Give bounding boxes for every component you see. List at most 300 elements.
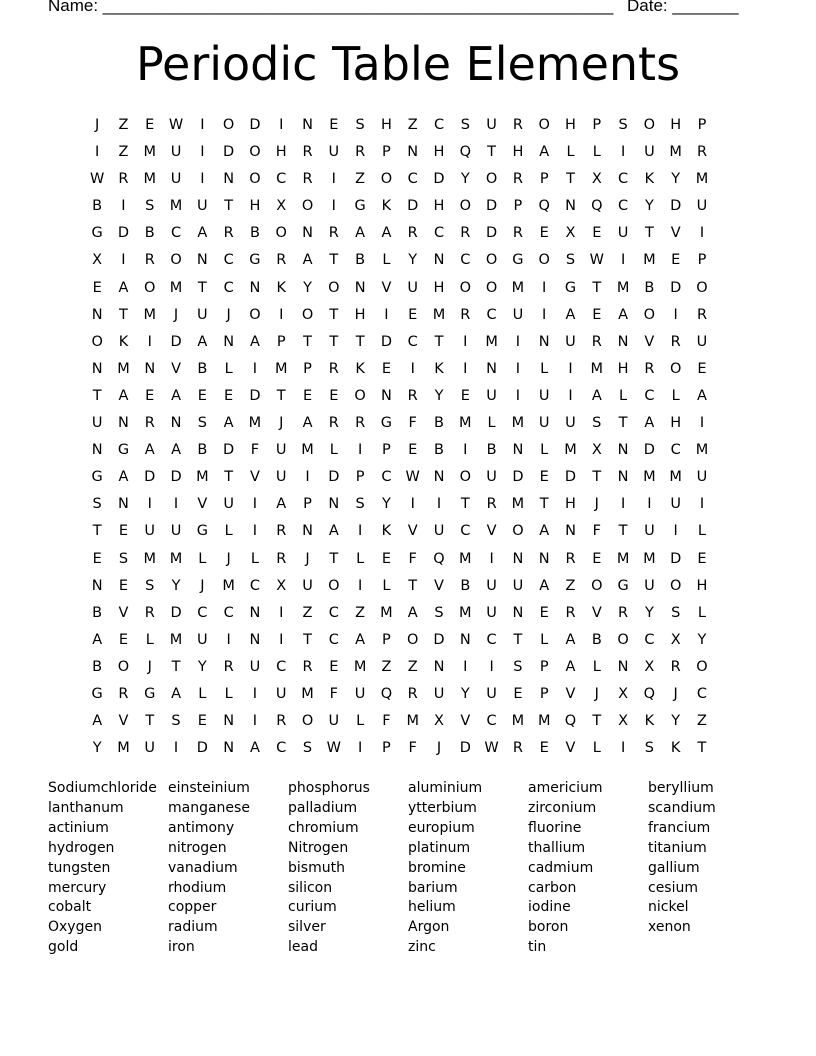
grid-letter: T	[303, 333, 312, 350]
grid-letter: B	[434, 415, 444, 432]
grid-letter: U	[197, 306, 208, 323]
grid-letter: A	[92, 631, 103, 648]
word-list-item: xenon	[648, 919, 691, 936]
grid-letter: O	[485, 279, 498, 296]
name-field-label: Name: ______________________________________________________	[48, 0, 614, 15]
grid-letter: U	[91, 415, 103, 432]
word-list-item: fluorine	[528, 819, 582, 836]
grid-letter: I	[699, 415, 705, 432]
grid-letter: U	[696, 198, 708, 215]
grid-letter: A	[539, 523, 550, 540]
grid-letter: U	[144, 740, 156, 757]
grid-letter: J	[436, 740, 442, 757]
grid-letter: I	[252, 496, 258, 513]
word-list-item: titanium	[648, 839, 707, 856]
grid-letter: D	[170, 333, 182, 350]
grid-letter: O	[249, 306, 261, 323]
grid-letter: L	[145, 631, 154, 648]
word-list-item: ytterbium	[408, 799, 477, 816]
word-list-item: silver	[288, 919, 326, 936]
grid-letter: U	[617, 225, 629, 242]
grid-letter: O	[617, 631, 629, 648]
grid-letter: M	[380, 604, 393, 621]
grid-letter: P	[513, 198, 523, 215]
grid-letter: E	[118, 523, 129, 540]
grid-letter: D	[433, 631, 445, 648]
grid-letter: U	[565, 333, 576, 350]
grid-row	[84, 737, 715, 764]
grid-letter: L	[198, 550, 207, 567]
grid-letter: C	[407, 333, 418, 350]
grid-letter: S	[145, 198, 155, 215]
grid-letter: M	[643, 469, 656, 486]
grid-letter: I	[147, 333, 152, 350]
grid-letter: Z	[565, 577, 576, 594]
grid-letter: I	[121, 198, 126, 215]
grid-letter: R	[512, 171, 523, 188]
word-list-item: zinc	[408, 939, 436, 956]
grid-letter: D	[459, 740, 471, 757]
word-list-item: Oxygen	[48, 919, 102, 936]
grid-row	[84, 656, 715, 683]
grid-letter: U	[275, 469, 287, 486]
word-list-item: tungsten	[48, 859, 111, 876]
grid-letter: E	[539, 225, 549, 242]
grid-letter: T	[119, 306, 128, 323]
grid-letter: T	[697, 740, 707, 757]
grid-letter: L	[487, 415, 496, 432]
grid-letter: Q	[433, 550, 445, 567]
grid-letter: C	[197, 604, 208, 621]
grid-letter: R	[460, 306, 471, 323]
grid-letter: U	[696, 469, 708, 486]
grid-letter: M	[222, 577, 235, 594]
grid-letter: E	[592, 550, 602, 567]
grid-letter: F	[382, 713, 391, 730]
grid-letter: C	[644, 387, 655, 404]
grid-letter: M	[537, 713, 551, 730]
grid-letter: O	[275, 225, 287, 242]
word-list-item: boron	[528, 919, 569, 936]
grid-letter: O	[328, 577, 340, 594]
grid-letter: R	[223, 225, 234, 242]
grid-letter: I	[200, 117, 205, 133]
grid-letter: R	[670, 333, 681, 350]
grid-letter: L	[356, 550, 365, 567]
grid-letter: N	[512, 604, 524, 621]
grid-letter: D	[170, 469, 182, 486]
grid-letter: O	[144, 279, 156, 296]
grid-letter: I	[357, 577, 363, 594]
grid-letter: D	[249, 117, 261, 133]
grid-letter: N	[512, 550, 524, 567]
grid-letter: L	[592, 740, 601, 757]
grid-letter: M	[301, 442, 314, 459]
grid-letter: S	[302, 740, 313, 757]
grid-letter: U	[565, 415, 576, 432]
grid-letter: I	[620, 740, 626, 757]
grid-letter: S	[513, 658, 523, 675]
grid-letter: T	[592, 713, 602, 730]
grid-letter: M	[143, 171, 156, 188]
grid-letter: S	[145, 577, 155, 594]
grid-letter: C	[486, 306, 497, 323]
grid-letter: G	[91, 225, 103, 242]
grid-letter: T	[329, 550, 339, 567]
grid-letter: N	[433, 252, 445, 269]
grid-row	[84, 168, 715, 195]
grid-letter: S	[565, 252, 576, 269]
grid-letter: U	[197, 198, 208, 215]
grid-letter: I	[673, 306, 678, 323]
grid-letter: Q	[380, 685, 393, 702]
grid-letter: M	[143, 550, 156, 567]
grid-letter: M	[459, 415, 472, 432]
word-list-item: Nitrogen	[288, 839, 349, 856]
grid-letter: D	[486, 225, 498, 242]
word-list-item: palladium	[288, 799, 358, 816]
grid-letter: I	[436, 496, 442, 513]
grid-letter: F	[408, 415, 417, 432]
grid-letter: M	[695, 171, 709, 188]
grid-letter: M	[196, 469, 209, 486]
grid-letter: U	[433, 685, 445, 702]
grid-letter: O	[696, 279, 708, 296]
grid-letter: A	[618, 306, 629, 323]
grid-letter: I	[200, 144, 205, 161]
grid-letter: I	[357, 740, 363, 757]
grid-letter: F	[250, 442, 260, 459]
word-list-item: barium	[408, 879, 458, 896]
grid-letter: I	[252, 685, 258, 702]
grid-letter: M	[248, 415, 262, 432]
grid-row	[84, 575, 715, 602]
grid-letter: A	[328, 523, 339, 540]
grid-letter: K	[276, 279, 286, 296]
grid-letter: R	[276, 252, 287, 269]
grid-letter: Z	[407, 117, 418, 133]
grid-letter: L	[697, 523, 707, 540]
grid-letter: I	[226, 631, 231, 648]
grid-letter: R	[407, 685, 418, 702]
grid-letter: V	[434, 577, 444, 594]
word-list-item: nickel	[648, 899, 689, 916]
grid-letter: S	[355, 496, 365, 513]
grid-letter: T	[618, 523, 628, 540]
grid-letter: S	[355, 117, 365, 133]
grid-letter: T	[487, 144, 497, 161]
word-list-item: beryllium	[648, 780, 714, 796]
grid-letter: N	[433, 658, 445, 675]
grid-letter: L	[619, 387, 628, 404]
grid-letter: R	[407, 387, 418, 404]
grid-letter: Y	[671, 171, 681, 188]
word-list-item: mercury	[48, 879, 107, 896]
grid-letter: T	[92, 523, 102, 540]
grid-letter: U	[407, 279, 419, 296]
grid-letter: Q	[591, 198, 603, 215]
grid-letter: A	[118, 387, 129, 404]
grid-letter: R	[355, 415, 366, 432]
grid-letter: N	[459, 631, 471, 648]
grid-letter: J	[305, 550, 310, 567]
grid-letter: D	[196, 740, 208, 757]
grid-letter: C	[486, 713, 497, 730]
grid-letter: N	[512, 442, 524, 459]
grid-letter: T	[592, 469, 602, 486]
grid-letter: C	[407, 171, 418, 188]
grid-letter: U	[170, 523, 182, 540]
grid-letter: I	[515, 333, 521, 350]
grid-letter: M	[669, 144, 682, 161]
grid-letter: N	[354, 279, 366, 296]
grid-letter: X	[276, 577, 287, 594]
grid-letter: N	[223, 740, 235, 757]
grid-letter: I	[357, 442, 363, 459]
grid-letter: I	[279, 117, 284, 133]
grid-letter: T	[592, 279, 602, 296]
grid-letter: N	[223, 171, 235, 188]
grid-letter: F	[329, 685, 338, 702]
grid-letter: F	[408, 740, 417, 757]
grid-letter: D	[328, 469, 340, 486]
worksheet-header	[48, 0, 748, 20]
grid-letter: X	[618, 685, 629, 702]
grid-letter: R	[328, 360, 339, 377]
grid-letter: M	[169, 279, 183, 296]
grid-letter: I	[463, 333, 468, 350]
grid-letter: V	[118, 604, 129, 621]
grid-letter: D	[223, 144, 235, 161]
grid-letter: B	[144, 225, 155, 242]
grid-row	[84, 331, 715, 358]
grid-letter: Y	[460, 685, 470, 702]
grid-letter: A	[118, 469, 129, 486]
grid-letter: I	[279, 631, 284, 648]
grid-letter: Y	[671, 713, 681, 730]
grid-row	[84, 710, 715, 737]
grid-letter: L	[540, 360, 549, 377]
grid-letter: I	[489, 658, 494, 675]
grid-letter: I	[673, 523, 678, 540]
grid-letter: I	[568, 387, 573, 404]
grid-letter: A	[355, 225, 366, 242]
grid-letter: R	[565, 550, 576, 567]
grid-letter: V	[486, 523, 497, 540]
grid-letter: I	[515, 360, 521, 377]
grid-letter: A	[171, 442, 181, 459]
grid-letter: Z	[407, 658, 418, 675]
grid-letter: U	[644, 144, 655, 161]
grid-letter: C	[276, 658, 287, 675]
grid-letter: W	[484, 740, 499, 757]
grid-letter: N	[223, 333, 235, 350]
grid-letter: R	[591, 333, 602, 350]
grid-letter: M	[459, 550, 472, 567]
grid-letter: S	[118, 550, 129, 567]
word-list-item: francium	[648, 819, 711, 836]
word-list-item: platinum	[408, 839, 471, 856]
grid-letter: L	[224, 523, 233, 540]
grid-letter: L	[592, 658, 601, 675]
grid-letter: M	[432, 306, 446, 323]
grid-letter: N	[617, 469, 629, 486]
grid-letter: U	[302, 577, 313, 594]
grid-letter: G	[91, 469, 103, 486]
grid-letter: N	[433, 469, 445, 486]
grid-letter: U	[696, 333, 708, 350]
grid-letter: I	[147, 496, 152, 513]
word-list-item: iodine	[528, 899, 571, 916]
grid-letter: I	[699, 496, 705, 513]
grid-letter: T	[460, 496, 470, 513]
grid-letter: D	[670, 198, 682, 215]
grid-letter: L	[224, 685, 233, 702]
word-list-item: cobalt	[48, 899, 92, 916]
grid-letter: G	[564, 279, 577, 296]
grid-letter: H	[433, 198, 445, 215]
grid-letter: A	[197, 333, 208, 350]
grid-letter: E	[592, 225, 602, 242]
grid-letter: N	[538, 550, 550, 567]
grid-letter: E	[329, 117, 339, 133]
grid-letter: N	[170, 415, 182, 432]
grid-letter: U	[354, 685, 366, 702]
grid-letter: R	[144, 415, 155, 432]
grid-letter: D	[643, 442, 655, 459]
grid-letter: W	[589, 252, 604, 269]
grid-letter: Z	[355, 171, 366, 188]
grid-letter: X	[591, 442, 602, 459]
grid-letter: A	[171, 387, 181, 404]
word-column	[168, 779, 288, 958]
grid-letter: U	[538, 387, 550, 404]
word-list-item: zirconium	[528, 799, 597, 816]
grid-letter: E	[118, 631, 129, 648]
grid-letter: C	[618, 198, 629, 215]
grid-letter: S	[197, 415, 207, 432]
grid-letter: N	[196, 252, 208, 269]
grid-row	[84, 249, 715, 276]
grid-letter: J	[226, 550, 231, 567]
grid-letter: R	[512, 117, 523, 133]
grid-letter: L	[382, 577, 391, 594]
grid-letter: E	[697, 550, 707, 567]
grid-letter: M	[406, 713, 419, 730]
grid-letter: Y	[644, 198, 654, 215]
grid-letter: N	[91, 577, 103, 594]
grid-letter: C	[223, 279, 234, 296]
grid-letter: N	[538, 333, 550, 350]
grid-letter: K	[118, 333, 129, 350]
word-list-item: hydrogen	[48, 839, 115, 856]
grid-letter: R	[302, 658, 313, 675]
grid-letter: O	[669, 577, 682, 594]
grid-letter: P	[303, 496, 312, 513]
grid-letter: O	[538, 252, 550, 269]
word-list-item: Argon	[408, 919, 450, 936]
grid-letter: W	[326, 740, 341, 757]
grid-letter: D	[433, 171, 445, 188]
grid-letter: T	[224, 469, 234, 486]
grid-letter: I	[463, 360, 468, 377]
grid-letter: U	[486, 685, 497, 702]
grid-row	[84, 141, 715, 168]
grid-letter: E	[381, 360, 391, 377]
grid-letter: O	[380, 171, 393, 188]
grid-letter: K	[434, 360, 444, 377]
grid-letter: O	[354, 387, 366, 404]
grid-letter: B	[460, 577, 471, 594]
grid-letter: R	[696, 144, 708, 161]
grid-letter: P	[382, 740, 391, 757]
word-column	[48, 779, 168, 958]
grid-letter: V	[644, 333, 655, 350]
grid-letter: S	[644, 740, 654, 757]
grid-letter: I	[463, 658, 468, 675]
page-title: Periodic Table Elements	[135, 37, 681, 91]
grid-letter: A	[276, 496, 287, 513]
grid-letter: R	[144, 604, 155, 621]
grid-letter: O	[117, 658, 130, 675]
grid-letter: E	[145, 387, 155, 404]
grid-letter: E	[408, 306, 418, 323]
grid-letter: A	[539, 577, 550, 594]
grid-letter: R	[144, 252, 155, 269]
grid-letter: O	[91, 333, 103, 350]
grid-letter: T	[513, 631, 523, 648]
word-list-item: copper	[168, 899, 217, 916]
grid-letter: U	[486, 469, 497, 486]
grid-letter: A	[302, 415, 313, 432]
grid-letter: C	[249, 577, 260, 594]
grid-letter: G	[249, 252, 261, 269]
grid-letter: H	[565, 496, 576, 513]
grid-row	[84, 520, 715, 547]
grid-letter: D	[380, 333, 392, 350]
grid-letter: R	[618, 604, 629, 621]
word-list-item: helium	[408, 899, 456, 916]
grid-letter: T	[224, 198, 234, 215]
grid-letter: Z	[118, 117, 129, 133]
grid-letter: N	[118, 415, 129, 432]
grid-letter: Y	[381, 496, 391, 513]
grid-letter: O	[407, 631, 419, 648]
word-list-item: vanadium	[168, 859, 238, 876]
grid-letter: M	[143, 306, 156, 323]
grid-letter: O	[643, 117, 656, 133]
grid-letter: I	[173, 740, 179, 757]
grid-letter: U	[249, 658, 261, 675]
grid-letter: M	[117, 740, 130, 757]
grid-letter: L	[224, 360, 233, 377]
grid-letter: I	[620, 144, 626, 161]
grid-letter: D	[144, 469, 156, 486]
grid-letter: L	[250, 550, 259, 567]
grid-letter: A	[302, 252, 313, 269]
grid-letter: C	[328, 631, 339, 648]
grid-letter: O	[249, 171, 261, 188]
grid-letter: V	[407, 523, 418, 540]
grid-letter: U	[328, 144, 340, 161]
grid-letter: T	[329, 333, 339, 350]
grid-letter: I	[463, 442, 468, 459]
grid-letter: B	[197, 360, 208, 377]
word-list-item: actinium	[48, 819, 109, 836]
grid-letter: N	[249, 279, 261, 296]
grid-letter: J	[147, 658, 152, 675]
grid-letter: C	[223, 252, 234, 269]
